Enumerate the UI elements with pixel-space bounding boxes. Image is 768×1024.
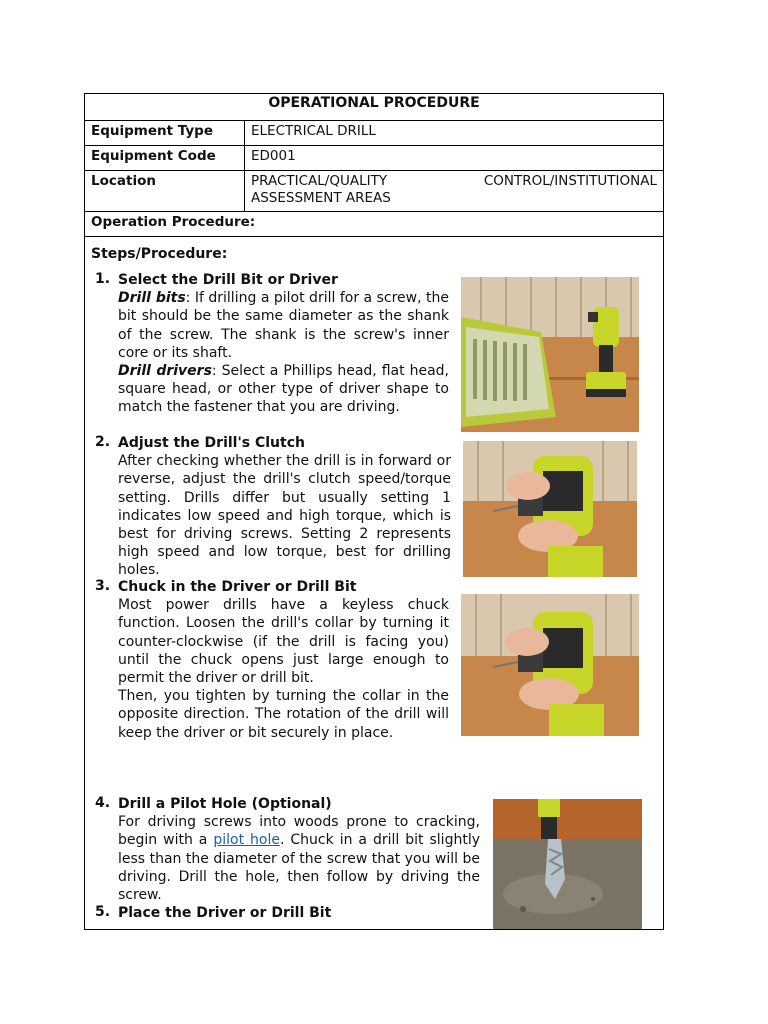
step-4-text-before: For driving screws into woods prone to cracking, begin with a [118, 814, 480, 849]
location-value-right: CONTROL/INSTITUTIONAL [483, 173, 657, 189]
document-title: OPERATIONAL PROCEDURE [268, 95, 480, 111]
drill-and-bit-case-photo [461, 277, 639, 432]
step-3-text-2: Then, you tighten by turning the collar in the opposite direction. The rotation of the drill will keep the driver or bit securely in place. [118, 688, 449, 741]
equipment-code-value: ED001 [251, 148, 296, 164]
location-row [85, 171, 663, 212]
step-4-number: 4. [95, 795, 111, 811]
steps-heading: Steps/Procedure: [91, 246, 228, 262]
drill-drivers-label: Drill drivers [118, 363, 212, 380]
adjusting-clutch-photo [463, 441, 637, 577]
drill-drivers-text: : Select a Phillips head, flat head, square head, or other type of driver shape to match the fastener that you are driving. [118, 363, 449, 416]
step-2 [118, 434, 451, 580]
operation-procedure-label: Operation Procedure: [91, 214, 256, 230]
chucking-bit-photo [461, 594, 639, 736]
pilot-hole-photo [493, 799, 642, 929]
step-2-number: 2. [95, 434, 111, 450]
step-5-title: Place the Driver or Drill Bit [118, 905, 332, 921]
step-4-title: Drill a Pilot Hole (Optional) [118, 796, 332, 812]
location-label: Location [91, 173, 156, 189]
location-value-left: PRACTICAL/QUALITY [251, 173, 388, 189]
step-2-title: Adjust the Drill's Clutch [118, 435, 305, 451]
location-value-line1 [251, 173, 657, 190]
step-3-number: 3. [95, 578, 111, 594]
location-value-line2: ASSESSMENT AREAS [251, 190, 391, 206]
step-1 [118, 271, 449, 417]
step-3-title: Chuck in the Driver or Drill Bit [118, 579, 357, 595]
step-4-text-after: . Chuck in a drill bit slightly less than the diameter of the screw that you will be driving. Drill the hole, then follow by driving the screw. [118, 832, 480, 904]
title-row [85, 94, 663, 121]
equipment-type-value: ELECTRICAL DRILL [251, 123, 376, 139]
equipment-code-label: Equipment Code [91, 148, 216, 164]
equipment-code-row [85, 146, 663, 171]
drill-bits-label: Drill bits [118, 290, 186, 307]
equipment-type-row [85, 121, 663, 146]
operation-procedure-row [85, 212, 663, 237]
step-3-text: Most power drills have a keyless chuck function. Loosen the drill's collar by turning it counter-clockwise (if the drill is facing you) until the chuck opens just large enough to permit the driver or drill bit. [118, 597, 449, 687]
equipment-type-label: Equipment Type [91, 123, 214, 139]
step-5-number: 5. [95, 904, 111, 920]
drill-bits-text: : If drilling a pilot drill for a screw, the bit should be the same diameter as the shank of the screw. The shank is the screw's inner core or its shaft. [118, 290, 449, 361]
step-1-title: Select the Drill Bit or Driver [118, 272, 338, 288]
step-3 [118, 578, 449, 742]
step-1-number: 1. [95, 271, 111, 287]
step-2-text: After checking whether the drill is in forward or reverse, adjust the drill's clutch speed/torque setting. Drills differ but usually setting 1 indicates low speed and high torque, which is best for driving screws. Setting 2 represents high speed and low torque, best for drilling holes. [118, 453, 451, 579]
procedure-document [84, 93, 664, 930]
pilot-hole-link[interactable]: pilot hole [213, 832, 280, 849]
step-5 [118, 904, 458, 922]
step-4 [118, 795, 480, 904]
